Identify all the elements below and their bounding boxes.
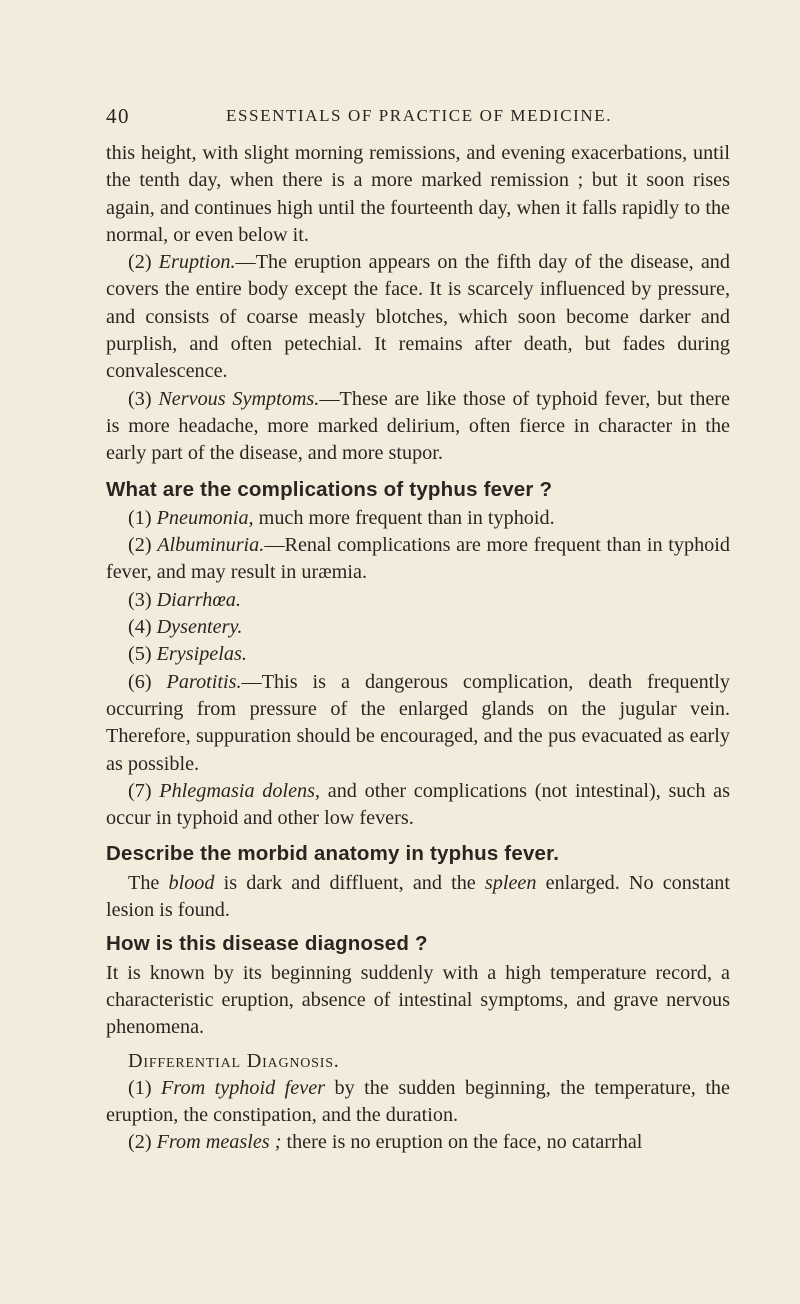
term-erysipelas: Erysipelas.	[156, 643, 247, 666]
paragraph-nervous-symptoms	[106, 386, 730, 468]
complication-albuminuria	[106, 532, 730, 587]
item-number: (7)	[128, 779, 160, 802]
item-number: (6)	[128, 670, 167, 693]
page-body	[106, 140, 730, 1157]
term-diarrhoea: Diarrhœa.	[156, 588, 241, 611]
paragraph-text: is dark and diffluent, and the	[214, 871, 485, 894]
heading-diagnosis: How is this disease diagnosed ?	[106, 932, 428, 956]
complication-erysipelas	[106, 641, 730, 668]
item-number: (1)	[128, 506, 157, 529]
item-number: (5)	[128, 643, 157, 666]
term-albuminuria: Albuminuria.	[157, 534, 265, 557]
complication-dysentery	[106, 614, 730, 641]
term-spleen: spleen	[484, 871, 537, 894]
term-from-typhoid: From typhoid fever	[161, 1076, 326, 1099]
item-number: (2)	[128, 251, 159, 274]
complication-diarrhoea	[106, 587, 730, 614]
paragraph-continuation: this height, with slight morning remissions, and evening exacerbations, until the tenth day, when there is a more marked remission ; but it soon rises again, and continues high until the fourteenth day, when it falls rapidly to the normal, or even below it.	[106, 142, 730, 246]
page-header	[106, 100, 730, 140]
term-parotitis: Parotitis.	[166, 670, 242, 693]
heading-morbid-anatomy: Describe the morbid anatomy in typhus fever.	[106, 842, 560, 866]
paragraph-morbid-anatomy	[106, 870, 730, 925]
paragraph-text: and other complications (not intestinal), such as occur in typhoid and other low fevers.	[106, 779, 730, 830]
term-from-measles: From measles ;	[156, 1131, 282, 1154]
complication-pneumonia	[106, 505, 730, 532]
paragraph-text: —The eruption appears on the fifth day of the disease, and covers the entire body except the face. It is scarcely influenced by pressure, and consists of coarse measly blotches, which soon become darker and purplish, and often petechial. It remains after death, but fades during convalescence.	[106, 251, 730, 383]
term-blood: blood	[168, 871, 215, 894]
complication-phlegmasia	[106, 778, 730, 833]
term-eruption: Eruption.	[158, 251, 236, 274]
item-number: (2)	[128, 534, 158, 557]
label-differential-diagnosis: Differential Diagnosis.	[128, 1049, 340, 1072]
paragraph-text: enlarged. No constant lesion is found.	[106, 871, 730, 922]
term-pneumonia: Pneumonia,	[156, 506, 254, 529]
paragraph-text: —This is a dangerous complication, death frequently occurring from pressure of the enlarged glands on the jugular vein. Therefore, suppuration should be encouraged, and the pus evacuated as early as possible.	[106, 670, 730, 775]
paragraph-diagnosis: It is known by its beginning suddenly with a high temperature record, a characteristic eruption, absence of intestinal symptoms, and grave nervous phenomena.	[106, 961, 730, 1039]
paragraph-eruption	[106, 249, 730, 385]
paragraph-text: by the sudden beginning, the temperature, the eruption, the constipation, and the duration.	[106, 1076, 730, 1127]
paragraph-text: —Renal complications are more frequent than in typhoid fever, and may result in uræmia.	[106, 534, 730, 584]
item-number: (2)	[128, 1131, 157, 1154]
paragraph-text: —These are like those of typhoid fever, but there is more headache, more marked delirium, often fierce in character in the early part of the disease, and more stupor.	[106, 387, 730, 465]
heading-complications: What are the complications of typhus fever ?	[106, 477, 553, 501]
paragraph-text: there is no eruption on the face, no catarrhal	[281, 1131, 643, 1154]
page-number: 40	[106, 104, 130, 128]
item-number: (3)	[128, 387, 159, 410]
item-number: (4)	[128, 616, 157, 639]
complication-parotitis	[106, 669, 730, 778]
term-phlegmasia-dolens: Phlegmasia dolens,	[159, 779, 321, 802]
item-number: (3)	[128, 588, 157, 611]
paragraph-text: The	[128, 871, 169, 894]
paragraph-text: much more frequent than in typhoid.	[253, 506, 555, 529]
item-number: (1)	[128, 1076, 162, 1099]
term-dysentery: Dysentery.	[156, 616, 243, 639]
differential-measles	[106, 1129, 730, 1156]
differential-typhoid	[106, 1075, 730, 1130]
running-title: ESSENTIALS OF PRACTICE OF MEDICINE.	[226, 106, 613, 125]
term-nervous-symptoms: Nervous Symptoms.	[158, 387, 320, 410]
